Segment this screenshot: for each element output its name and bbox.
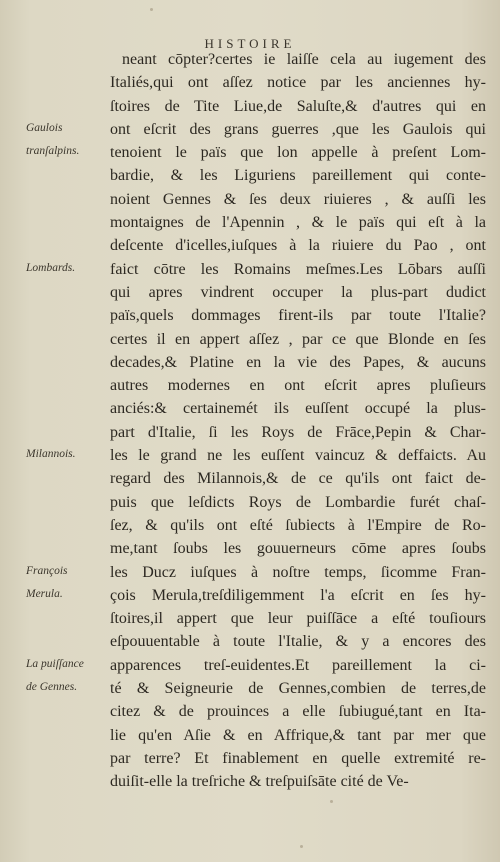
margin-note: de Gennes.	[26, 681, 78, 694]
text-line: duiſit-elle la treſriche & treſpuiſsāte cité de Ve-	[110, 773, 409, 791]
text-line: me,tant ſoubs les gouuerneurs cōme apres ſoubs	[110, 540, 486, 558]
margin-note: Merula.	[26, 587, 63, 600]
text-line: ſtoires de Tite Liue,de Saluſte,& d'autres qui en	[110, 97, 486, 115]
text-line: eſpouuentable à toute l'Italie, & y a encores des	[110, 633, 486, 651]
margin-note: La puiſſance	[26, 657, 84, 670]
text-line: certes il en appert aſſez , par ce que Blonde en ſes	[110, 330, 486, 348]
text-line: apparences treſ-euidentes.Et pareillement la ci-	[110, 656, 486, 674]
text-line: qui apres vindrent occuper la plus-part dudict	[110, 283, 486, 301]
text-line: autres modernes en ont eſcrit apres pluſieurs	[110, 377, 486, 395]
paper-speck	[330, 800, 333, 803]
text-line: païs,quels dommages firent-ils par toute l'Italie?	[110, 307, 486, 325]
text-line: Italiés,qui ont aſſez notice par les anciennes hy-	[110, 74, 486, 92]
text-line: noient Gennes & ſes deux riuieres , & auſſi les	[110, 190, 486, 208]
margin-note: tranſalpins.	[26, 145, 80, 158]
text-line: çois Merula,treſdiligemment l'a eſcrit en ſes hy-	[110, 586, 486, 604]
margin-note: Lombards.	[26, 261, 76, 274]
text-line: puis que leſdicts Roys de Lombardie furét chaſ-	[110, 493, 486, 511]
text-line: montaignes de l'Apennin , & le païs qui eſt à la	[110, 214, 486, 232]
text-line: neant cōpter?certes ie laiſſe cela au iugement des	[122, 51, 486, 68]
text-line: bardie, & les Liguriens pareillement qui conte-	[110, 167, 486, 185]
text-line: ont eſcrit des grans guerres ,que les Gaulois qui	[110, 120, 486, 138]
text-line: ſtoires,il appert que leur puiſſāce a eſté touſiours	[110, 610, 486, 628]
text-line: faict cōtre les Romains meſmes.Les Lōbars auſſi	[110, 260, 486, 278]
paper-speck	[300, 845, 303, 848]
paper-speck	[150, 8, 153, 11]
body-text	[110, 48, 486, 794]
running-head: HISTOIRE	[204, 36, 296, 51]
text-line: les le grand ne les euſſent vaincuz & deffaicts. Au	[110, 447, 486, 465]
text-line: regard des Milannois,& de ce qu'ils ont faict de-	[110, 470, 486, 488]
text-line: citez & de prouinces a elle ſubiugué,tant en Ita-	[110, 703, 486, 721]
text-line: ſez, & qu'ils ont eſté ſubiects à l'Empire de Ro-	[110, 516, 486, 534]
text-line: les Ducz iuſques à noſtre temps, ſicomme Fran-	[110, 563, 486, 581]
margin-note: Gaulois	[26, 121, 63, 134]
text-line: lie qu'en Aſie & en Affrique,& tant par mer que	[110, 726, 486, 744]
text-line: par terre? Et finablement en quelle extremité re-	[110, 749, 486, 767]
text-line: anciés:& certainemét ils euſſent occupé la plus-	[110, 400, 486, 418]
text-line: deſcente d'icelles,iuſques à la riuiere du Pao , ont	[110, 237, 486, 255]
text-line: decades,& Platine en la vie des Papes, & aucuns	[110, 353, 486, 371]
text-line: part d'Italie, ſi les Roys de Frāce,Pepin & Char-	[110, 423, 486, 441]
margin-note: François	[26, 564, 68, 577]
text-line: tenoient le païs que lon appelle à preſent Lom-	[110, 144, 486, 162]
margin-note: Milannois.	[26, 448, 76, 461]
text-line: té & Seigneurie de Gennes,combien de terres,de	[110, 680, 486, 698]
